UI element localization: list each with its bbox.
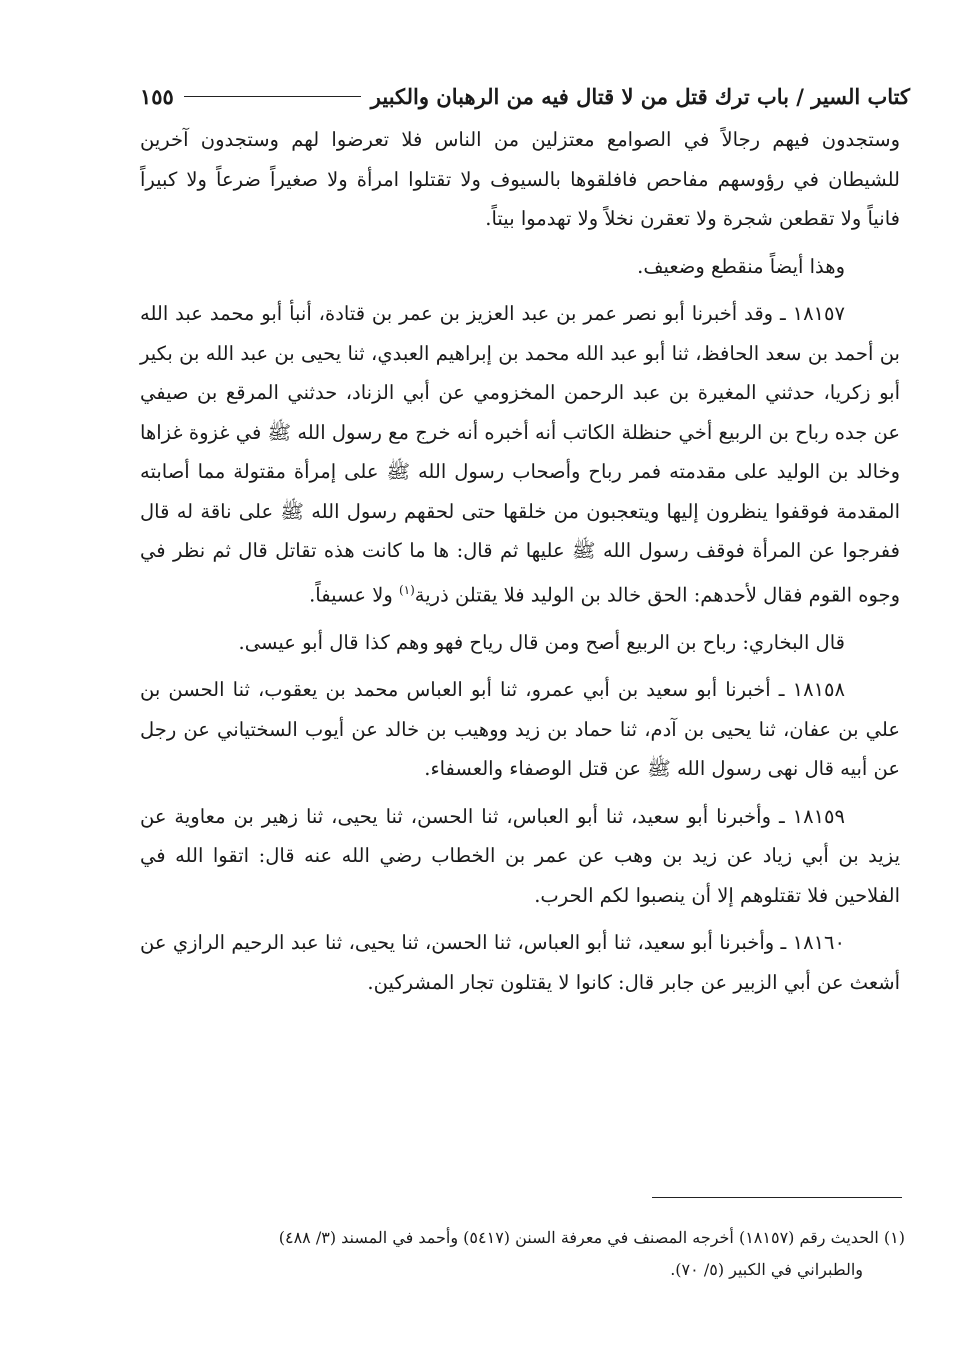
main-text (140, 120, 900, 1010)
running-header (140, 78, 910, 114)
hadith-number: ١٨١٥٧ (792, 302, 845, 325)
hadith-18159 (140, 797, 900, 916)
hadith-18157 (140, 294, 900, 615)
paragraph-text: قال البخاري: رباح بن الربيع أصح ومن قال رياح فهو وهم كذا قال أبو عيسى. (238, 630, 845, 654)
hadith-number: ١٨١٥٨ (792, 678, 845, 701)
paragraph-bukhari-note (140, 623, 900, 663)
footnote-1-line-2: والطبراني في الكبير (٥/ ٧٠). (670, 1260, 863, 1279)
hadith-18160 (140, 923, 900, 1002)
footnotes (140, 1222, 905, 1286)
hadith-text: ـ وأخبرنا أبو سعيد، ثنا أبو العباس، ثنا الحسن، ثنا يحيى، ثنا زهير بن معاوية عن يزيد بن أبي زياد عن زيد بن وهب عن عمر بن الخطاب رضي الله عنه قال: اتقوا الله في الفلاحين فلا تقتلوهم إلا أن ينصبوا لكم الحرب. (140, 804, 900, 907)
page-number: ١٥٥ (140, 83, 174, 109)
header-rule (184, 96, 361, 97)
paragraph-text: وستجدون فيهم رجالاً في الصوامع معتزلين من الناس فلا تعرضوا لهم وستجدون آخرين للشيطان في رؤوسهم مفاحص فافلقوها بالسيوف ولا تقتلوا امرأة ولا صغيراً ضرعاً ولا كبيراً فانياً ولا تقطعن شجرة ولا تعقرن نخلاً ولا تهدموا بيتاً. (140, 128, 900, 230)
paragraph-continuation (140, 120, 900, 239)
paragraph-comment (140, 247, 900, 287)
hadith-18158 (140, 670, 900, 789)
hadith-text-end: ولا عسيفاً. (309, 583, 399, 606)
hadith-number: ١٨١٥٩ (792, 804, 845, 828)
footnote-1-line-1: (١) الحديث رقم (١٨١٥٧) أخرجه المصنف في معرفة السنن (٥٤١٧) وأحمد في المسند (٣/ ٤٨٨) (278, 1228, 905, 1247)
paragraph-text: وهذا أيضاً منقطع وضعيف. (637, 254, 845, 278)
footnote-marker[interactable]: (١) (398, 582, 415, 597)
hadith-text: ـ وأخبرنا أبو سعيد، ثنا أبو العباس، ثنا الحسن، ثنا يحيى، ثنا عبد الرحيم الرازي عن أشعث عن أبي الزبير عن جابر قال: كانوا لا يقتلون تجار المشركين. (140, 931, 900, 994)
footnote-separator (652, 1197, 902, 1198)
hadith-number: ١٨١٦٠ (792, 931, 845, 954)
hadith-text: ـ أخبرنا أبو سعيد بن أبي عمرو، ثنا أبو العباس محمد بن يعقوب، ثنا الحسن بن علي بن عفان، ثنا يحيى بن آدم، ثنا حماد بن زيد ووهيب بن خالد عن أيوب السختياني عن رجل عن أبيه قال نهى رسول الله ﷺ عن قتل الوصفاء والعسفاء. (140, 678, 900, 780)
chapter-title: كتاب السير / باب ترك قتل من لا قتال فيه من الرهبان والكبير (370, 83, 910, 109)
hadith-text: ـ وقد أخبرنا أبو نصر عمر بن عبد العزيز بن عمر بن قتادة، أنبأ أبو محمد عبد الله بن أحمد بن سعد الحافظ، ثنا أبو عبد الله محمد بن إبراهيم العبدي، ثنا يحيى بن عبد الله بن بكير أبو زكريا، حدثني المغيرة بن عبد الرحمن المخزومي عن أبي الزناد، حدثني المرقع بن صيفي عن جده رباح بن الربيع أخي حنظلة الكاتب أنه أخبره أنه خرج مع رسول الله ﷺ في غزوة غزاها وخالد بن الوليد على مقدمته فمر رباح وأصحاب رسول الله ﷺ على إمرأة مقتولة مما أصابته المقدمة فوقفوا ينظرون إليها ويتعجبون من خلقها حتى لحقهم رسول الله ﷺ على ناقة له قال ففرجوا عن المرأة فوقف رسول الله ﷺ عليها ثم قال: ها ما كانت هذه تقاتل قال ثم نظر في وجوه القوم فقال لأحدهم: الحق خالد بن الوليد فلا يقتلن ذرية (140, 302, 900, 606)
